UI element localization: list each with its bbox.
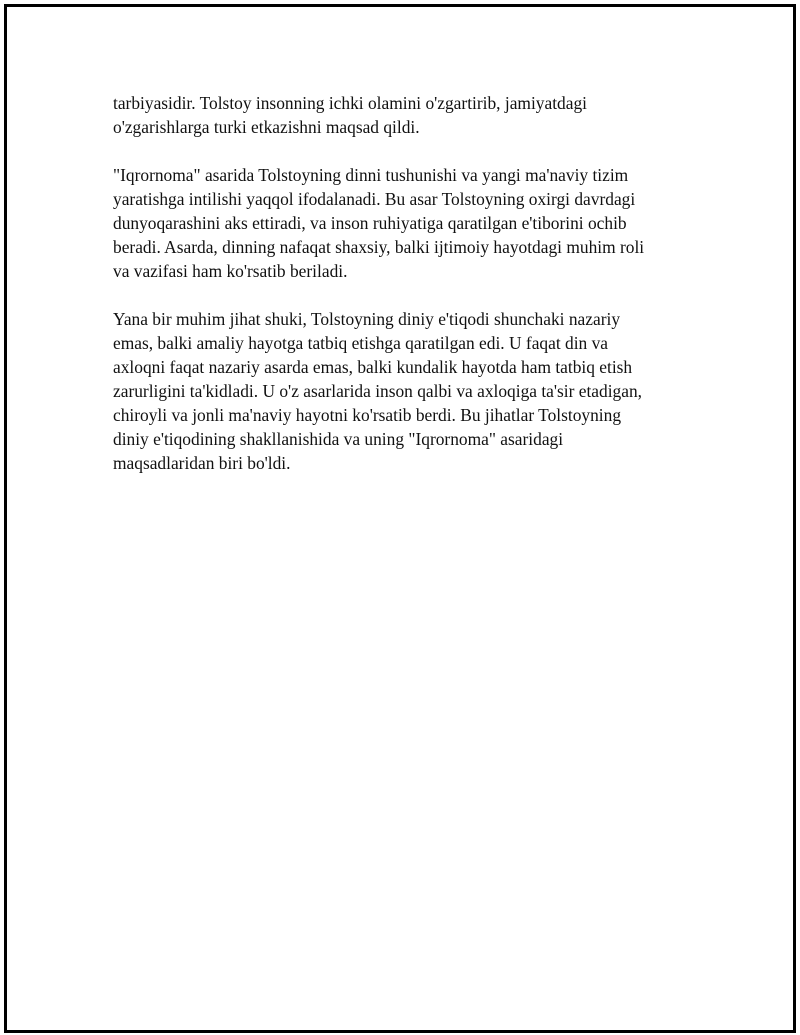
- document-body: [113, 91, 703, 499]
- text-line: emas, balki amaliy hayotga tatbiq etishga qaratilgan edi. U faqat din va: [113, 333, 608, 353]
- text-line: maqsadlaridan biri bo'ldi.: [113, 453, 291, 473]
- paragraph-1: [113, 91, 703, 139]
- text-line: chiroyli va jonli ma'naviy hayotni ko'rsatib berdi. Bu jihatlar Tolstoyning: [113, 405, 622, 425]
- text-line: yaratishga intilishi yaqqol ifodalanadi. Bu asar Tolstoyning oxirgi davrdagi: [113, 189, 636, 209]
- text-line: diniy e'tiqodining shakllanishida va uning "Iqrornoma" asaridagi: [113, 429, 564, 449]
- paragraph-3: [113, 307, 703, 475]
- text-line: dunyoqarashini aks ettiradi, va inson ruhiyatiga qaratilgan e'tiborini ochib: [113, 213, 627, 233]
- text-line: "Iqrornoma" asarida Tolstoyning dinni tushunishi va yangi ma'naviy tizim: [113, 165, 629, 185]
- text-line: tarbiyasidir. Tolstoy insonning ichki olamini o'zgartirib, jamiyatdagi: [113, 93, 587, 113]
- text-line: Yana bir muhim jihat shuki, Tolstoyning diniy e'tiqodi shunchaki nazariy: [113, 309, 621, 329]
- text-line: zarurligini ta'kidladi. U o'z asarlarida inson qalbi va axloqiga ta'sir etadigan,: [113, 381, 643, 401]
- paragraph-2: [113, 163, 703, 283]
- text-line: o'zgarishlarga turki etkazishni maqsad qildi.: [113, 117, 420, 137]
- text-line: va vazifasi ham ko'rsatib beriladi.: [113, 261, 348, 281]
- text-line: axloqni faqat nazariy asarda emas, balki kundalik hayotda ham tatbiq etish: [113, 357, 633, 377]
- text-line: beradi. Asarda, dinning nafaqat shaxsiy, balki ijtimoiy hayotdagi muhim roli: [113, 237, 645, 257]
